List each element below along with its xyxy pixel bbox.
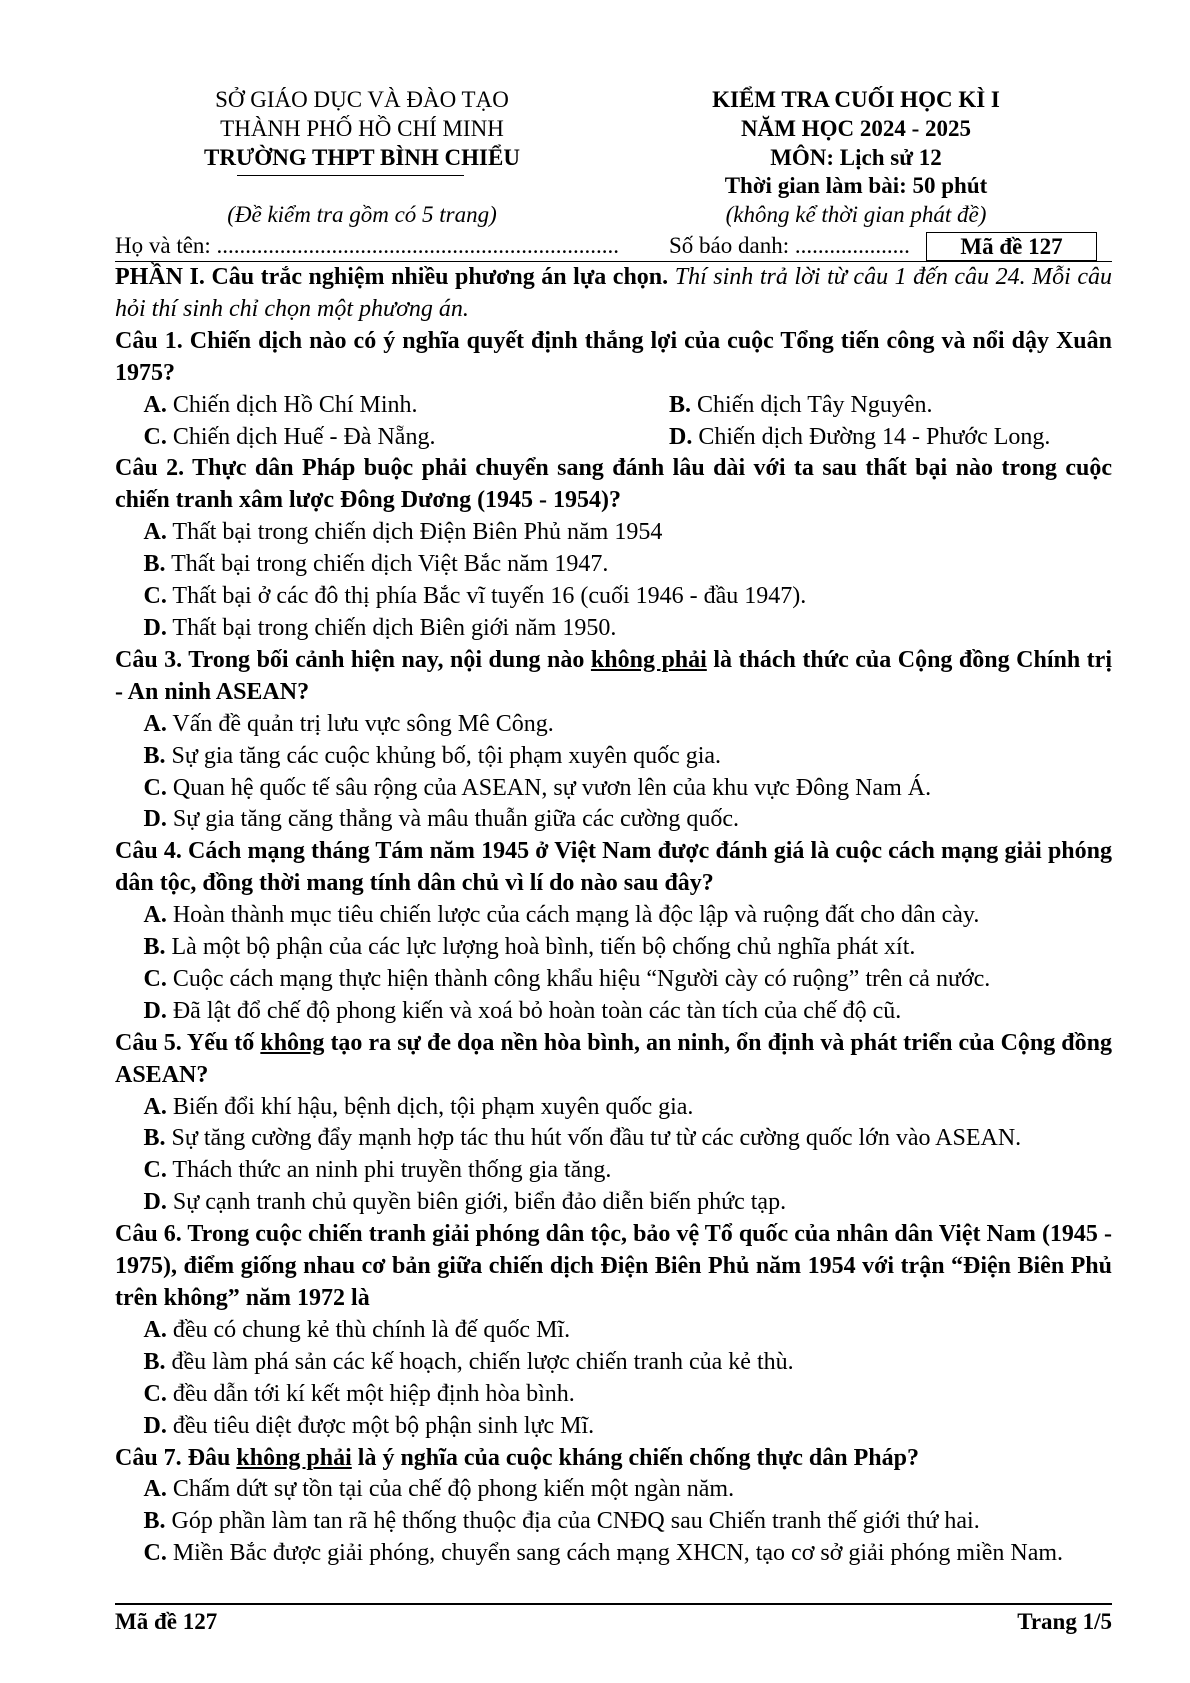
question-text: Trong cuộc chiến tranh giải phóng dân tộc, bảo vệ Tổ quốc của nhân dân Việt Nam (1945 - 1975), điểm giống nhau cơ bản giữa chiến dịch Điện Biên Phủ năm 1954 với trận “Điện Biên Phủ trên không” năm 1972 là <box>115 1221 1112 1311</box>
pages-note: (Đề kiểm tra gồm có 5 trang) <box>227 202 497 228</box>
option-text: Chiến dịch Hồ Chí Minh. <box>172 391 418 418</box>
option-d <box>115 1187 1112 1219</box>
option-text: Hoàn thành mục tiêu chiến lược của cách mạng là độc lập và ruộng đất cho dân cày. <box>172 902 980 929</box>
option-letter: C. <box>143 965 167 992</box>
question-label: Câu 5. <box>115 1029 182 1056</box>
question-stem <box>115 453 1112 517</box>
question-5 <box>115 1028 1112 1219</box>
duration: Thời gian làm bài: 50 phút <box>724 173 988 199</box>
header-left-block <box>152 86 572 230</box>
option-letter: B. <box>143 934 166 961</box>
option-letter: B. <box>143 1348 166 1375</box>
option-a <box>115 517 1112 549</box>
option-b <box>669 390 1112 422</box>
option-text: Sự cạnh tranh chủ quyền biên giới, biển đảo diễn biến phức tạp. <box>172 1189 787 1216</box>
question-text: Cách mạng tháng Tám năm 1945 ở Việt Nam được đánh giá là cuộc cách mạng giải phóng dân tộc, đồng thời mang tính dân chủ vì lí do nào sau đây? <box>115 838 1113 897</box>
option-letter: A. <box>143 902 167 929</box>
option-c <box>144 422 670 454</box>
option-letter: B. <box>143 1508 166 1535</box>
option-letter: A. <box>143 1476 167 1503</box>
option-text: Chấm dứt sự tồn tại của chế độ phong kiến một ngàn năm. <box>172 1476 735 1503</box>
option-c <box>115 1538 1112 1570</box>
question-label: Câu 3. <box>115 646 183 673</box>
header-right-block <box>646 86 1066 230</box>
question-3 <box>115 645 1112 836</box>
option-text: Sự tăng cường đẩy mạnh hợp tác thu hút vốn đầu tư từ các cường quốc lớn vào ASEAN. <box>171 1125 1022 1152</box>
option-b <box>115 1123 1112 1155</box>
option-text: Chiến dịch Huế - Đà Nẵng. <box>172 423 436 450</box>
option-text: Thất bại trong chiến dịch Biên giới năm 1950. <box>172 614 617 641</box>
question-label: Câu 1. <box>115 327 183 354</box>
footer-exam-code: Mã đề 127 <box>115 1609 218 1634</box>
option-letter: B. <box>669 391 692 418</box>
option-b <box>115 549 1112 581</box>
duration-note: (không kể thời gian phát đề) <box>725 202 987 228</box>
question-text: là ý nghĩa của cuộc kháng chiến chống thực dân Pháp? <box>351 1444 919 1471</box>
option-text: đều có chung kẻ thù chính là đế quốc Mĩ. <box>172 1316 571 1343</box>
option-letter: A. <box>143 519 167 546</box>
option-a <box>115 1092 1112 1124</box>
option-letter: C. <box>143 1157 167 1184</box>
option-text: Vấn đề quản trị lưu vực sông Mê Công. <box>172 710 554 737</box>
option-text: Quan hệ quốc tế sâu rộng của ASEAN, sự vươn lên của khu vực Đông Nam Á. <box>172 774 932 801</box>
candidate-name-field: Họ và tên: ...................................................................... <box>115 233 620 258</box>
option-letter: C. <box>143 1540 167 1567</box>
option-letter: B. <box>143 742 166 769</box>
option-b <box>115 1347 1112 1379</box>
option-text: đều tiêu diệt được một bộ phận sinh lực Mĩ. <box>172 1412 595 1439</box>
option-text: Thất bại trong chiến dịch Điện Biên Phủ năm 1954 <box>172 519 663 546</box>
option-text: Thất bại ở các đô thị phía Bắc vĩ tuyến 16 (cuối 1946 - đầu 1947). <box>172 583 807 610</box>
question-stem <box>115 645 1112 709</box>
option-c <box>115 773 1112 805</box>
option-letter: A. <box>143 710 167 737</box>
option-text: Miền Bắc được giải phóng, chuyển sang cách mạng XHCN, tạo cơ sở giải phóng miền Nam. <box>172 1540 1064 1567</box>
footer-page-number: Trang 1/5 <box>1017 1609 1112 1634</box>
option-letter: D. <box>143 1189 167 1216</box>
option-c <box>115 1155 1112 1187</box>
option-b <box>115 1506 1112 1538</box>
option-text: Thách thức an ninh phi truyền thống gia tăng. <box>172 1157 612 1184</box>
question-stem <box>115 1219 1112 1315</box>
question-text: Trong bối cảnh hiện nay, nội dung nào <box>188 646 591 673</box>
question-4 <box>115 836 1112 1027</box>
header-spacer <box>152 172 572 201</box>
option-d <box>669 422 1112 454</box>
school-underline <box>237 175 464 176</box>
school-year: NĂM HỌC 2024 - 2025 <box>741 115 971 141</box>
option-letter: C. <box>143 774 167 801</box>
option-text: Cuộc cách mạng thực hiện thành công khẩu hiệu “Người cày có ruộng” trên cả nước. <box>172 965 991 992</box>
question-label: Câu 7. <box>115 1444 182 1471</box>
option-letter: C. <box>143 423 167 450</box>
exam-code-box: Mã đề 127 <box>926 232 1097 261</box>
question-2 <box>115 453 1112 644</box>
option-text: Đã lật đổ chế độ phong kiến và xoá bỏ hoàn toàn các tàn tích của chế độ cũ. <box>172 997 902 1024</box>
option-text: Sự gia tăng căng thẳng và mâu thuẫn giữa các cường quốc. <box>172 806 740 833</box>
option-text: Là một bộ phận của các lực lượng hoà bình, tiến bộ chống chủ nghĩa phát xít. <box>171 934 916 961</box>
option-letter: C. <box>143 583 167 610</box>
candidate-id-field: Số báo danh: .................... <box>669 233 910 258</box>
option-text: Biến đổi khí hậu, bệnh dịch, tội phạm xuyên quốc gia. <box>172 1093 694 1120</box>
department-name: SỞ GIÁO DỤC VÀ ĐÀO TẠO <box>215 87 509 112</box>
option-c <box>115 964 1112 996</box>
option-c <box>115 1379 1112 1411</box>
exam-content <box>115 262 1112 1570</box>
question-stem <box>115 1443 1112 1475</box>
footer-divider <box>115 1603 1112 1605</box>
question-text: Yếu tố <box>186 1029 261 1056</box>
question-text: tạo ra sự đe dọa nền hòa bình, an ninh, ổn định và phát triển của Cộng đồng ASEAN? <box>115 1029 1112 1088</box>
option-letter: D. <box>669 423 693 450</box>
option-text: Chiến dịch Đường 14 - Phước Long. <box>698 423 1051 450</box>
option-a <box>144 390 670 422</box>
option-text: đều làm phá sản các kế hoạch, chiến lược chiến tranh của kẻ thù. <box>171 1348 794 1375</box>
option-c <box>115 581 1112 613</box>
question-6 <box>115 1219 1112 1442</box>
question-emphasis: không phải <box>590 646 707 673</box>
option-letter: D. <box>143 1412 167 1439</box>
part-1-instruction: Thí sinh trả lời từ câu 1 đến câu 24. Mỗi câu hỏi thí sinh chỉ chọn một phương án. <box>115 264 1113 322</box>
option-a <box>115 709 1112 741</box>
option-a <box>115 900 1112 932</box>
question-stem <box>115 836 1112 900</box>
option-letter: A. <box>143 391 167 418</box>
question-stem <box>115 1028 1112 1092</box>
exam-title: KIỂM TRA CUỐI HỌC KÌ I <box>712 87 1000 112</box>
option-letter: C. <box>143 1380 167 1407</box>
option-letter: D. <box>143 614 167 641</box>
options-grid <box>115 390 1112 454</box>
part-1-title: PHẦN I. Câu trắc nghiệm nhiều phương án lựa chọn. <box>115 264 669 290</box>
question-label: Câu 4. <box>115 838 182 865</box>
option-d <box>115 996 1112 1028</box>
question-text: Đâu <box>187 1444 237 1471</box>
option-text: Chiến dịch Tây Nguyên. <box>697 391 933 418</box>
option-b <box>115 741 1112 773</box>
option-d <box>115 804 1112 836</box>
question-7 <box>115 1443 1112 1571</box>
option-letter: A. <box>143 1316 167 1343</box>
option-a <box>115 1315 1112 1347</box>
option-letter: D. <box>143 806 167 833</box>
question-emphasis: không <box>260 1029 325 1056</box>
school-name: TRƯỜNG THPT BÌNH CHIỂU <box>204 144 520 170</box>
question-emphasis: không phải <box>236 1444 352 1471</box>
question-1 <box>115 326 1112 454</box>
question-text: Chiến dịch nào có ý nghĩa quyết định thắng lợi của cuộc Tổng tiến công và nổi dậy Xuân 1975? <box>115 327 1112 386</box>
question-text: Thực dân Pháp buộc phải chuyển sang đánh lâu dài với ta sau thất bại nào trong cuộc chiến tranh xâm lược Đông Dương (1945 - 1954)? <box>115 455 1112 514</box>
option-letter: D. <box>143 997 167 1024</box>
part-1-heading <box>115 262 1112 326</box>
option-text: Sự gia tăng các cuộc khủng bố, tội phạm xuyên quốc gia. <box>171 742 722 769</box>
question-text: là thách thức của Cộng đồng Chính trị - An ninh ASEAN? <box>115 646 1112 705</box>
option-b <box>115 932 1112 964</box>
option-text: đều dẫn tới kí kết một hiệp định hòa bình. <box>172 1380 575 1407</box>
option-letter: A. <box>143 1093 167 1120</box>
option-d <box>115 613 1112 645</box>
option-text: Thất bại trong chiến dịch Việt Bắc năm 1947. <box>171 551 609 578</box>
question-label: Câu 2. <box>115 455 185 482</box>
option-letter: B. <box>143 1125 166 1152</box>
city-name: THÀNH PHỐ HỒ CHÍ MINH <box>220 115 504 141</box>
option-text: Góp phần làm tan rã hệ thống thuộc địa của CNĐQ sau Chiến tranh thế giới thứ hai. <box>171 1508 980 1535</box>
question-stem <box>115 326 1112 390</box>
option-d <box>115 1411 1112 1443</box>
option-letter: B. <box>143 551 166 578</box>
question-label: Câu 6. <box>115 1221 182 1248</box>
subject: MÔN: Lịch sử 12 <box>770 144 942 170</box>
option-a <box>115 1474 1112 1506</box>
